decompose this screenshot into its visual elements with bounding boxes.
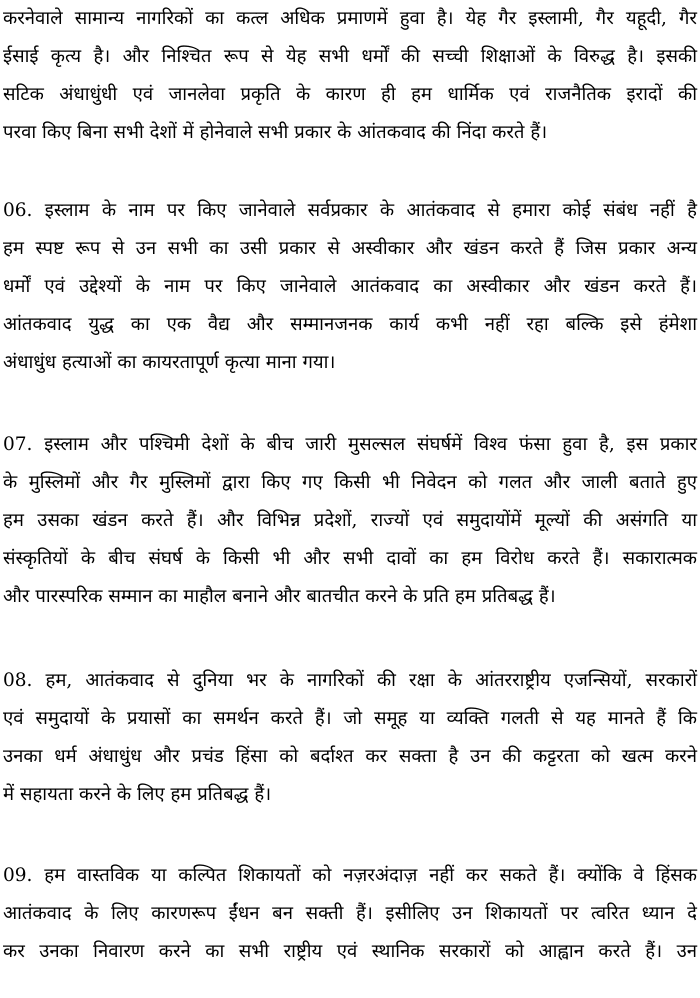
text-line: अंधाधुंध हत्याओं का कायरतापूर्ण कृत्या माना गया।	[3, 352, 336, 373]
text-line: हम स्पष्ट रूप से उन सभी का उसी प्रकार से अस्वीकार और खंडन करते हैं जिस प्रकार अन्य	[3, 238, 697, 259]
text-line: उनका धर्म अंधाधुंध और प्रचंड हिंसा को बर्दाश्त कर सक्ता है उन की कट्टरता को खत्म करने	[3, 746, 697, 767]
text-line: कर उनका निवारण करने का सभी राष्ट्रीय एवं स्थानिक सरकारों को आह्वान करते हैं। उन	[3, 941, 697, 962]
text-line: परवा किए बिना सभी देशों में होनेवाले सभी प्रकार के आंतकवाद की निंदा करते हैं।	[3, 122, 548, 143]
text-line: ईसाई कृत्य है। और निश्चित रूप से येह सभी धर्मों की सच्ची शिक्षाओं के विरुद्ध है। इसकी	[3, 46, 697, 67]
text-line: हम उसका खंडन करते हैं। और विभिन्न प्रदेशों, राज्यों एवं समुदायोंमें मूल्यों की असंगति या	[3, 510, 697, 531]
text-line: सटिक अंधाधुंधी एवं जानलेवा प्रकृति के कारण ही हम धार्मिक एवं राजनैतिक इरादों की	[3, 84, 697, 105]
text-line: आतंकवाद के लिए कारणरूप ईंधन बन सक्ती हैं। इसीलिए उन शिकायतों पर त्वरित ध्यान दे	[3, 903, 697, 924]
paragraph-continuation	[3, 0, 697, 152]
paragraph-08	[3, 662, 697, 814]
text-line: और पारस्परिक सम्मान का माहौल बनाने और बातचीत करने के प्रति हम प्रतिबद्ध हैं।	[3, 586, 556, 607]
text-line: में सहायता करने के लिए हम प्रतिबद्ध हैं।	[3, 784, 272, 805]
text-line: 07. इस्लाम और पश्चिमी देशों के बीच जारी मुसल्सल संघर्षमें विश्व फंसा हुवा है, इस प्रकार	[3, 434, 697, 455]
text-line: के मुस्लिमों और गैर मुस्लिमों द्वारा किए गए किसी भी निवेदन को गलत और जाली बताते हुए	[3, 472, 697, 493]
text-line: एवं समुदायों के प्रयासों का समर्थन करते हैं। जो समूह या व्यक्ति गलती से यह मानते हैं कि	[3, 708, 697, 729]
text-line: 06. इस्लाम के नाम पर किए जानेवाले सर्वप्रकार के आतंकवाद से हमारा कोई संबंध नहीं है	[3, 200, 697, 221]
paragraph-07	[3, 426, 697, 616]
text-line: संस्कृतियों के बीच संघर्ष के किसी भी और सभी दावों का हम विरोध करते हैं। सकारात्मक	[3, 548, 697, 569]
text-line: करनेवाले सामान्य नागरिकों का कत्ल अधिक प्रमाणमें हुवा है। येह गैर इस्लामी, गैर यहूदी, गैर	[3, 8, 697, 29]
text-line: धर्मों एवं उद्देश्यों के नाम पर किए जानेवाले आतंकवाद का अस्वीकार और खंडन करते हैं।	[3, 276, 697, 297]
text-line: 08. हम, आतंकवाद से दुनिया भर के नागरिकों की रक्षा के आंतरराष्ट्रीय एजन्सियों, सरकारों	[3, 670, 697, 691]
text-line: 09. हम वास्तविक या कल्पित शिकायतों को नज़रअंदाज़ नहीं कर सकते हैं। क्योंकि वे हिंसक	[3, 865, 697, 886]
paragraph-09	[3, 857, 697, 971]
text-line: आंतकवाद युद्ध का एक वैद्य और सम्मानजनक कार्य कभी नहीं रहा बल्कि इसे हंमेशा	[3, 314, 697, 335]
paragraph-06	[3, 192, 697, 382]
